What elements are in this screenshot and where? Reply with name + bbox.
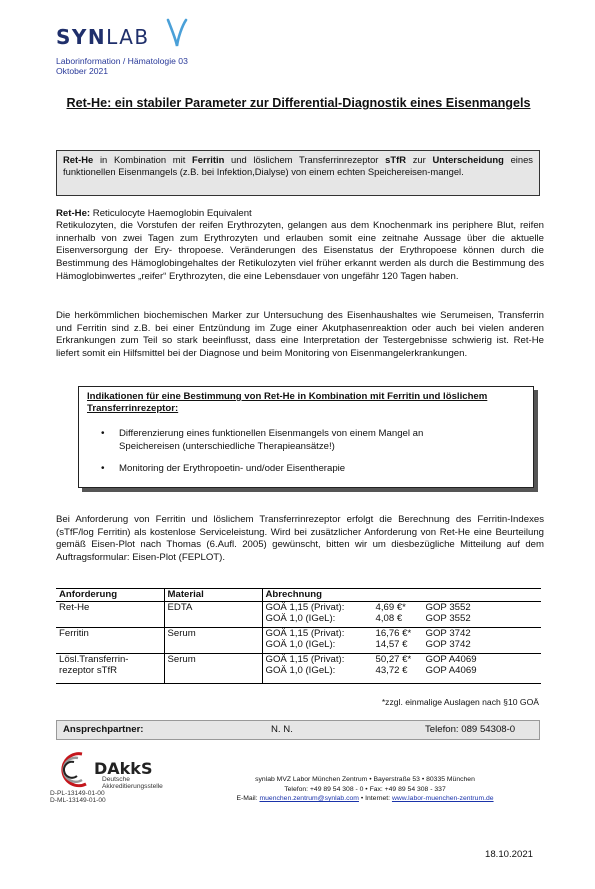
page-title: Ret-He: ein stabiler Parameter zur Differential-Diagnostik eines Eisenmangels <box>66 96 531 110</box>
logo-swoosh-icon <box>166 18 188 48</box>
indications-list <box>87 428 525 476</box>
paragraph-ferritin-index: Bei Anforderung von Ferritin und löslichem Transferrinrezeptor erfolgt die Berechnung des Ferritin-Indexes (sTfF/log Ferritin) als kostenlose Serviceleistung. Wird bei zusätzlicher Anforderung von Ret-He eine Beurteilung gemäß Eisen-Plot nach Thomas (6.Aufl. 2005) gewünscht, bitten wir um diesbezügliche Mitteilung auf dem Auftragsformular: Eisen-Plot (FEPLOT). <box>56 514 544 563</box>
bullet-icon: • <box>101 427 105 439</box>
cell-material: Serum <box>164 627 262 653</box>
indications-box <box>78 386 534 488</box>
list-item: • Differenzierung eines funktionellen Eisenmangels von einem Mangel an Speichereisen (unterschiedliche Therapieansätze!) <box>101 427 424 452</box>
table-row <box>56 601 541 627</box>
cell-anforderung: Ret-He <box>56 601 164 627</box>
cell-material: EDTA <box>164 601 262 627</box>
dakks-seal-icon <box>52 750 96 790</box>
cell-abrechnung: GOÄ 1,15 (Privat): 50,27 €* GOP A4069 GOÄ 1,0 (IGeL): 43,72 € GOP A4069 <box>262 653 541 683</box>
table-footnote: *zzgl. einmalige Auslagen nach §10 GOÄ <box>381 697 539 707</box>
logo-wordmark: SYNLAB <box>56 25 150 49</box>
intro-box: Ret-He in Kombination mit Ferritin und löslichem Transferrinrezeptor sTfR zur Unterscheidung eines funktionellen Eisenmangels (z.B. bei Infektion,Dialyse) von einem echten Speichereisen-mangel. <box>56 150 540 196</box>
contact-label: Ansprechpartner: <box>63 723 144 735</box>
indications-title: Indikationen für eine Bestimmung von Ret-He in Kombination mit Ferritin und löslichem Transferrinrezeptor: <box>87 391 488 415</box>
cell-anforderung: Lösl.Transferrin-rezeptor sTfR <box>56 653 164 683</box>
column-header-abrechnung: Abrechnung <box>262 589 541 602</box>
cell-abrechnung: GOÄ 1,15 (Privat): 4,69 €* GOP 3552 GOÄ 1,0 (IGeL): 4,08 € GOP 3552 <box>262 601 541 627</box>
column-header-anforderung: Anforderung <box>56 589 164 602</box>
cell-anforderung: Ferritin <box>56 627 164 653</box>
table-row <box>56 627 541 653</box>
email-link[interactable]: muenchen.zentrum@synlab.com <box>259 795 359 803</box>
cell-material: Serum <box>164 653 262 683</box>
contact-bar <box>56 720 540 740</box>
document-date: 18.10.2021 <box>484 849 533 860</box>
synlab-logo <box>56 24 150 54</box>
document-subtitle: Laborinformation / Hämatologie 03 Oktober 2021 <box>56 56 188 77</box>
contact-name: N. N. <box>271 723 293 735</box>
billing-table <box>56 588 541 684</box>
website-link[interactable]: www.labor-muenchen-zentrum.de <box>391 795 494 803</box>
paragraph-biochemical-markers: Die herkömmlichen biochemischen Marker zur Untersuchung des Eisenhaushaltes wie Serumeisen, Transferrin und Ferritin sind z.B. bei einer Entzündung im Zuge einer Akutphasenreaktion oder auch bei vielen anderen Erkrankungen zum Teil so stark beeinflusst, dass eine Interpretation der Testergebnisse schwierig ist. Ret-He liefert somit ein Hilfsmittel bei der Diagnose und beim Monitoring von Eisenmangelerkrankungen. <box>56 310 544 359</box>
lab-address: synlab MVZ Labor München Zentrum • Bayerstraße 53 • 80335 München Telefon: +49 89 54 308 - 0 • Fax: +49 89 54 308 - 337 E-Mail: muenchen.zentrum@synlab.com • Internet: www.labor-muenchen-zentrum.de <box>236 776 494 803</box>
paragraph-reticulocytes: Retikulozyten, die Vorstufen der reifen Erythrozyten, gelangen aus dem Knochenmark ins periphere Blut, reifen innerhalb von zwei Tagen zum Erythrozyten und erlauben somit eine zeitnahe Aussage über die aktuelle Eisenversorgung der Ery- thropoese. Veränderungen des Eisenstatus der Erythropoese können durch die Bestimmung des Hämoglobingehaltes der Retikulozyten viel früher erkannt werden als durch die Bestimmung des Hämoglobinwertes „reifer“ Erythrozyten, die eine Lebensdauer von ungefähr 120 Tagen haben. <box>56 220 544 282</box>
contact-phone: Telefon: 089 54308-0 <box>425 723 516 735</box>
dakks-accreditation-logo: DAkkS Deutsche Akkreditierungsstelle D-PL-13149-01-00 D-ML-13149-01-00 <box>50 750 180 800</box>
list-item: • Monitoring der Erythropoetin- und/oder Eisentherapie <box>101 463 346 475</box>
bullet-icon: • <box>101 463 105 475</box>
table-row <box>56 653 541 683</box>
cell-abrechnung: GOÄ 1,15 (Privat): 16,76 €* GOP 3742 GOÄ 1,0 (IGeL): 14,57 € GOP 3742 <box>262 627 541 653</box>
table-header-row <box>56 589 541 602</box>
column-header-material: Material <box>164 589 262 602</box>
ret-he-definition: Ret-He: Reticulocyte Haemoglobin Equivalent <box>56 208 252 219</box>
